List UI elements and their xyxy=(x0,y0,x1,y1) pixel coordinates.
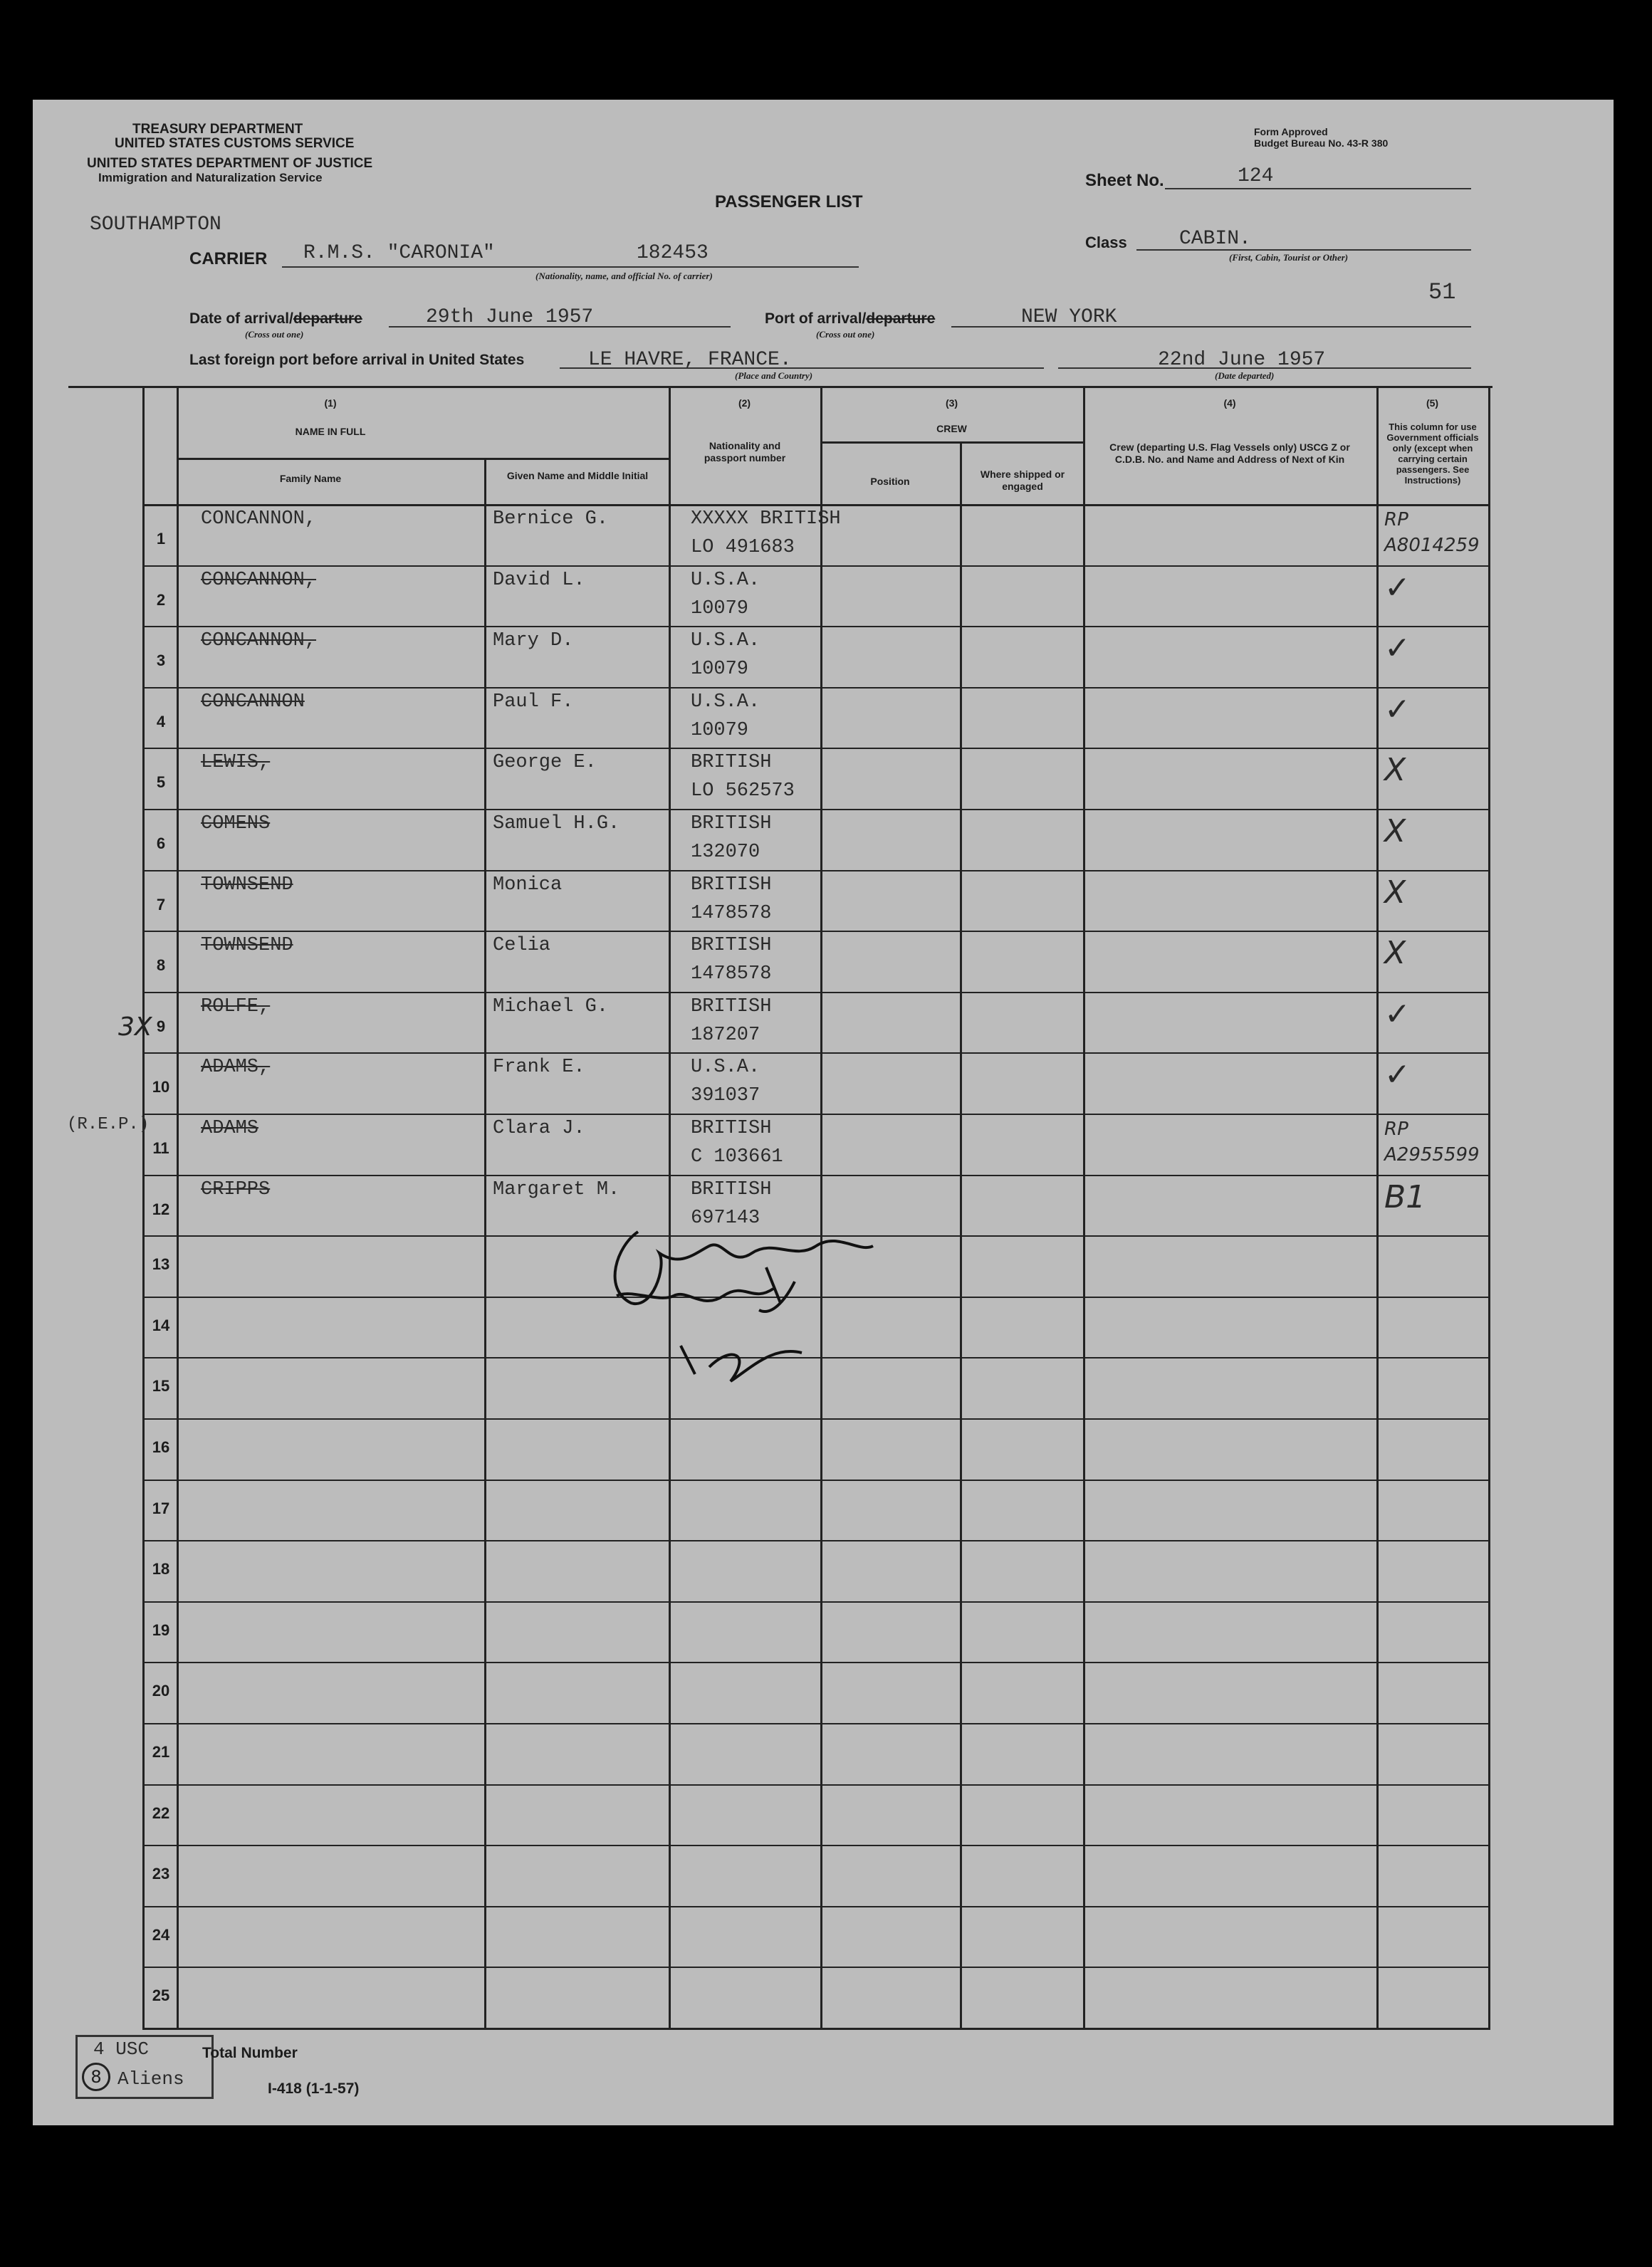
official-mark: RP A2955599 xyxy=(1384,1119,1480,1166)
passport-number: LO 562573 xyxy=(691,780,795,802)
nationality: BRITISH xyxy=(691,752,772,773)
family-name: ADAMS, xyxy=(201,1057,271,1078)
official-mark: X xyxy=(1384,874,1406,911)
given-name: George E. xyxy=(493,752,597,773)
official-use-header: This column for use Government officials only (except when carrying certain passengers. See Instructions) xyxy=(1386,422,1479,486)
nationality: BRITISH xyxy=(691,996,772,1017)
row-divider xyxy=(142,992,1490,993)
row-number: 14 xyxy=(152,1316,170,1334)
departure-place: SOUTHAMPTON xyxy=(90,214,221,236)
passport-number: 10079 xyxy=(691,598,749,619)
row-divider xyxy=(142,870,1490,871)
family-name: TOWNSEND xyxy=(201,874,293,896)
nationality-header: Nationality and passport number xyxy=(704,440,786,464)
given-name-header: Given Name and Middle Initial xyxy=(506,470,649,481)
row-number: 18 xyxy=(152,1560,170,1578)
nationality: XXXXX BRITISH xyxy=(691,508,841,530)
port-value: NEW YORK xyxy=(1021,306,1117,328)
passport-number: 391037 xyxy=(691,1085,760,1106)
carrier-caption: (Nationality, name, and official No. of carrier) xyxy=(535,271,713,281)
official-mark: ✓ xyxy=(1384,1057,1411,1093)
row-number: 24 xyxy=(152,1926,170,1944)
given-name: Samuel H.G. xyxy=(493,813,620,834)
row-number: 10 xyxy=(152,1078,170,1096)
row-number: 12 xyxy=(152,1200,170,1218)
row-number: 20 xyxy=(152,1682,170,1700)
date-departed-caption: (Date departed) xyxy=(1215,370,1275,381)
row-divider xyxy=(142,1114,1490,1115)
family-name: LEWIS, xyxy=(201,752,271,773)
row-number: 5 xyxy=(156,773,166,791)
row-divider xyxy=(142,1784,1490,1786)
row-divider xyxy=(142,1052,1490,1054)
row-divider xyxy=(142,931,1490,932)
passport-number: 697143 xyxy=(691,1208,760,1229)
family-name: TOWNSEND xyxy=(201,935,293,956)
row-divider xyxy=(142,626,1490,627)
agency-customs: UNITED STATES CUSTOMS SERVICE xyxy=(115,136,355,151)
page-title: PASSENGER LIST xyxy=(715,192,863,211)
official-mark: B1 xyxy=(1384,1179,1426,1215)
margin-note-rep: (R.E.P.) xyxy=(67,1115,150,1134)
given-name: Michael G. xyxy=(493,996,609,1017)
row-number: 13 xyxy=(152,1255,170,1273)
row-divider xyxy=(142,1967,1490,1968)
official-mark: ✓ xyxy=(1384,630,1411,666)
row-number: 16 xyxy=(152,1438,170,1456)
row-divider xyxy=(142,809,1490,810)
given-name: Paul F. xyxy=(493,691,574,713)
col3-number: (3) xyxy=(945,397,958,409)
passport-number: 1478578 xyxy=(691,903,772,924)
given-name: Bernice G. xyxy=(493,508,609,530)
budget-bureau: Budget Bureau No. 43-R 380 xyxy=(1254,137,1389,149)
row-number: 11 xyxy=(152,1139,169,1157)
date-caption: (Cross out one) xyxy=(245,329,304,340)
carrier-label: CARRIER xyxy=(189,249,268,268)
date-label: Date of arrival/departure xyxy=(189,310,362,327)
row-divider xyxy=(142,1662,1490,1663)
official-mark: X xyxy=(1384,935,1406,971)
nationality: U.S.A. xyxy=(691,570,760,591)
position-header: Position xyxy=(870,476,910,487)
official-mark: X xyxy=(1384,813,1406,849)
family-name: ROLFE, xyxy=(201,996,271,1017)
col4-number: (4) xyxy=(1223,397,1236,409)
given-name: Celia xyxy=(493,935,551,956)
family-name: COMENS xyxy=(201,813,271,834)
page-number: 51 xyxy=(1428,279,1456,305)
nationality: U.S.A. xyxy=(691,630,760,651)
where-shipped-header: Where shipped or engaged xyxy=(980,468,1065,492)
port-caption: (Cross out one) xyxy=(816,329,875,340)
date-value: 29th June 1957 xyxy=(426,306,594,328)
official-mark: X xyxy=(1384,752,1406,788)
agency-justice: UNITED STATES DEPARTMENT OF JUSTICE xyxy=(87,156,373,171)
document-sheet xyxy=(33,100,1614,2125)
passport-number: 132070 xyxy=(691,842,760,863)
col1-number: (1) xyxy=(324,397,337,409)
row-number: 6 xyxy=(156,834,166,852)
family-name: CONCANNON xyxy=(201,691,305,713)
class-caption: (First, Cabin, Tourist or Other) xyxy=(1229,252,1349,263)
passport-number: C 103661 xyxy=(691,1146,783,1168)
row-divider xyxy=(142,1540,1490,1541)
family-name: CONCANNON, xyxy=(201,570,317,591)
row-divider xyxy=(142,1418,1490,1420)
row-number: 7 xyxy=(156,896,166,913)
nationality: BRITISH xyxy=(691,813,772,834)
row-number: 1 xyxy=(156,530,166,548)
agency-treasury: TREASURY DEPARTMENT xyxy=(132,122,303,137)
passport-number: 187207 xyxy=(691,1025,760,1046)
row-number: 8 xyxy=(156,956,166,974)
sheet-number: 124 xyxy=(1238,165,1274,187)
row-divider xyxy=(142,1175,1490,1176)
row-number: 23 xyxy=(152,1865,170,1883)
nationality: BRITISH xyxy=(691,1118,772,1139)
form-number: I-418 (1-1-57) xyxy=(268,2080,360,2097)
nationality: U.S.A. xyxy=(691,1057,760,1078)
given-name: Mary D. xyxy=(493,630,574,651)
row-number: 19 xyxy=(152,1621,170,1639)
total-number-label: Total Number xyxy=(202,2045,298,2061)
family-name: CONCANNON, xyxy=(201,630,317,651)
row-divider xyxy=(142,687,1490,689)
col5-number: (5) xyxy=(1426,397,1439,409)
sheet-label: Sheet No. xyxy=(1085,171,1164,190)
given-name: David L. xyxy=(493,570,585,591)
carrier-number: 182453 xyxy=(637,242,709,264)
family-name-header: Family Name xyxy=(279,473,342,484)
nationality: BRITISH xyxy=(691,874,772,896)
passenger-table xyxy=(33,100,1614,2125)
row-divider xyxy=(142,565,1490,567)
nationality: BRITISH xyxy=(691,1179,772,1200)
row-divider xyxy=(142,1480,1490,1481)
row-number: 2 xyxy=(156,591,166,609)
nationality: U.S.A. xyxy=(691,691,760,713)
passport-number: 10079 xyxy=(691,659,749,680)
crew-header: CREW xyxy=(936,423,967,434)
last-port-value: LE HAVRE, FRANCE. xyxy=(588,349,792,371)
family-name: ADAMS xyxy=(201,1118,259,1139)
row-divider xyxy=(142,2028,1490,2029)
row-number: 3 xyxy=(156,651,166,669)
row-number: 22 xyxy=(152,1804,170,1822)
port-label: Port of arrival/departure xyxy=(765,310,936,327)
given-name: Clara J. xyxy=(493,1118,585,1139)
given-name: Frank E. xyxy=(493,1057,585,1078)
crew-kin-header: Crew (departing U.S. Flag Vessels only) USCG Z or C.D.B. No. and Name and Address of Next of Kin xyxy=(1109,441,1350,465)
row-divider xyxy=(142,1906,1490,1907)
row-divider xyxy=(142,1845,1490,1846)
official-mark: RP A8014259 xyxy=(1384,509,1480,556)
official-mark: ✓ xyxy=(1384,691,1411,728)
agency-ins: Immigration and Naturalization Service xyxy=(98,171,323,184)
row-number: 17 xyxy=(152,1499,170,1517)
passport-number: 10079 xyxy=(691,720,749,741)
family-name: CONCANNON, xyxy=(201,508,317,530)
row-number: 25 xyxy=(152,1986,170,2004)
nationality: BRITISH xyxy=(691,935,772,956)
place-caption: (Place and Country) xyxy=(735,370,813,381)
passport-number: LO 491683 xyxy=(691,537,795,558)
date-departed-value: 22nd June 1957 xyxy=(1158,349,1326,371)
margin-note-3x: 3X xyxy=(118,1012,152,1042)
aliens-stamp xyxy=(75,2035,214,2099)
passport-number: 1478578 xyxy=(691,963,772,985)
last-port-label: Last foreign port before arrival in United States xyxy=(189,352,525,368)
row-number: 15 xyxy=(152,1377,170,1395)
col2-number: (2) xyxy=(738,397,751,409)
class-value: CABIN. xyxy=(1179,228,1251,250)
given-name: Monica xyxy=(493,874,563,896)
class-label: Class xyxy=(1085,234,1127,251)
inspector-signature xyxy=(588,1203,958,1417)
form-approved: Form Approved xyxy=(1254,126,1328,137)
col1-title: NAME IN FULL xyxy=(295,426,366,437)
row-divider xyxy=(142,1723,1490,1724)
carrier-value: R.M.S. "CARONIA" xyxy=(303,242,495,264)
given-name: Margaret M. xyxy=(493,1179,620,1200)
official-mark: ✓ xyxy=(1384,996,1411,1032)
row-divider xyxy=(142,1601,1490,1603)
official-mark: ✓ xyxy=(1384,570,1411,606)
row-number: 4 xyxy=(156,713,166,731)
row-divider xyxy=(142,748,1490,749)
row-number: 21 xyxy=(152,1743,170,1761)
stamp-line1: 4 USC xyxy=(93,2038,150,2060)
stamp-circle: 8 xyxy=(82,2063,110,2091)
stamp-line2: Aliens xyxy=(117,2068,184,2090)
row-number: 9 xyxy=(156,1017,166,1035)
family-name: CRIPPS xyxy=(201,1179,271,1200)
